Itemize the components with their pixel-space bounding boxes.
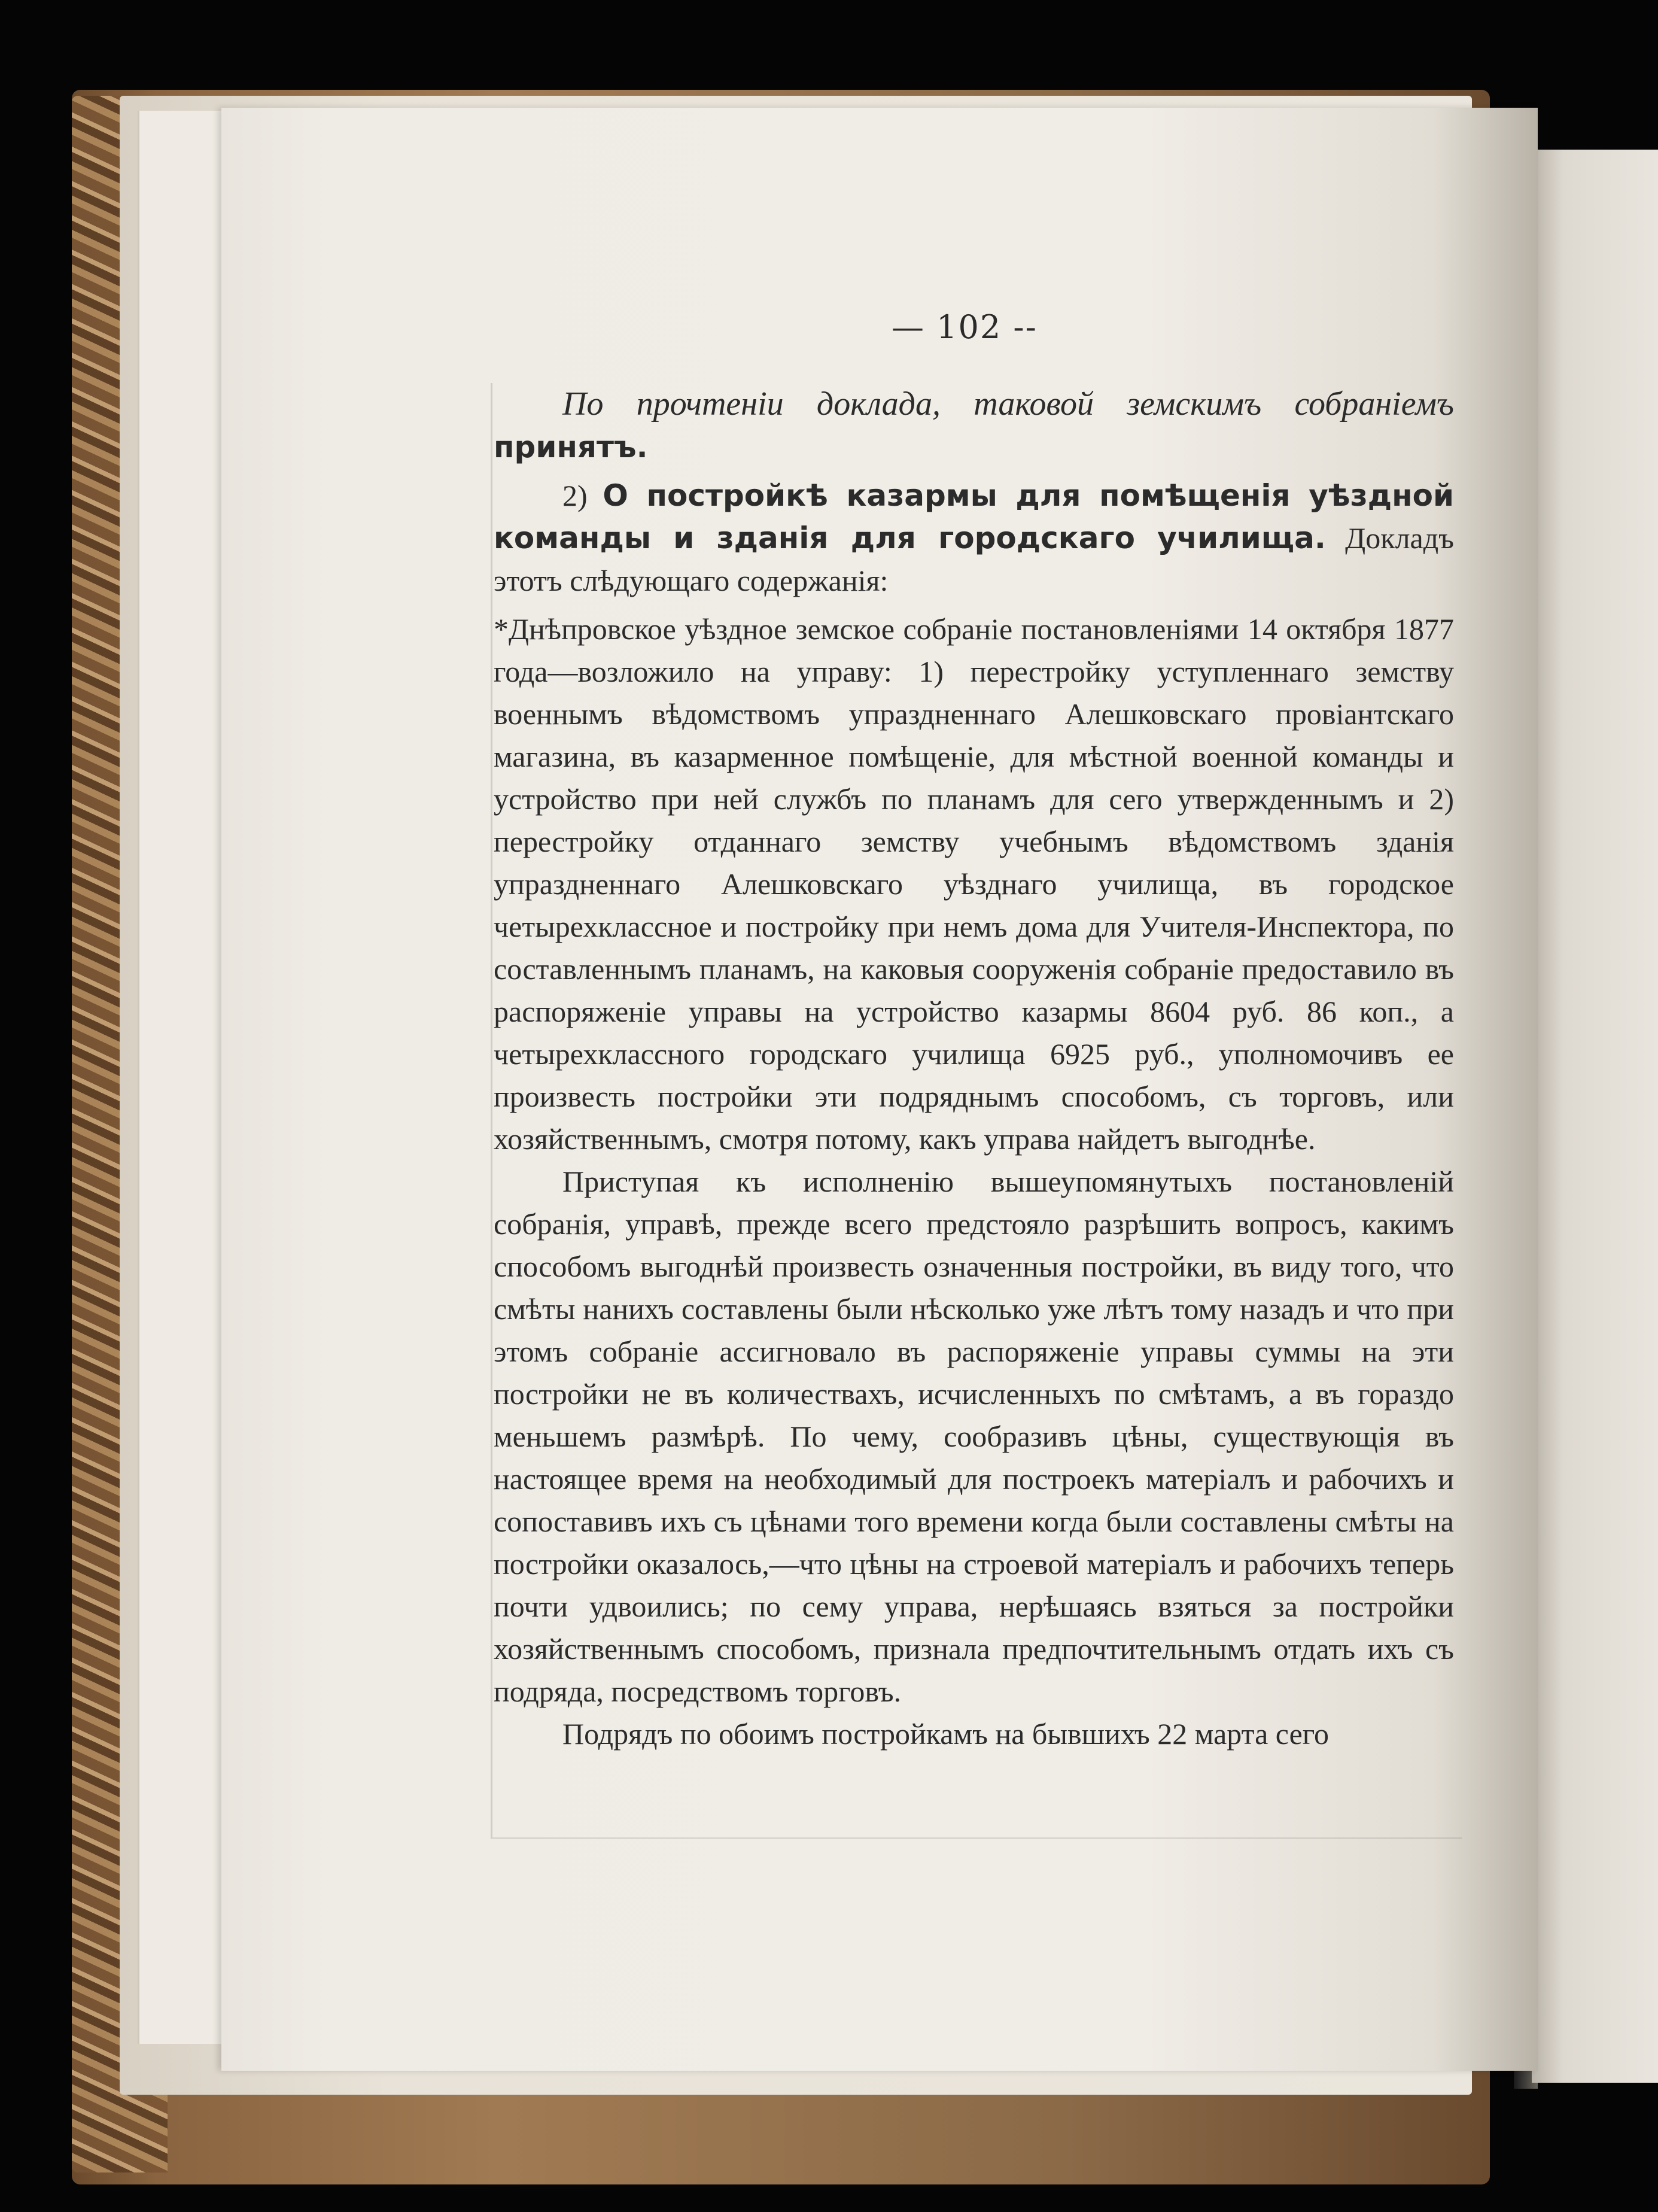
paragraph-2 xyxy=(494,475,1454,602)
facing-page xyxy=(1532,150,1658,2083)
paragraph-1-bold: принятъ. xyxy=(494,430,648,464)
paragraph-1-italic: По прочтеніи доклада, таковой земскимъ собраніемъ xyxy=(562,385,1454,423)
paragraph-2-number: 2) xyxy=(562,479,588,512)
paragraph-2-heading: О постройкѣ казармы для помѣщенія уѣздной команды и зданія для городскаго училища. xyxy=(494,478,1454,555)
paragraph-5: Подрядъ по обоимъ постройкамъ на бывшихъ 22 марта сего xyxy=(562,1717,1330,1751)
page-body xyxy=(494,383,1454,1755)
paragraph-3: *Днѣпровское уѣздное земское собраніе постановленіями 14 октября 1877 года—возложило на управу: 1) перестройку уступленнаго земству военнымъ вѣдомствомъ упраздненнаго Алешковскаго провіантскаго магазина, въ казарменное помѣщеніе, для мѣстной военной команды и устройство при ней службъ по планамъ для сего утвержденнымъ и 2) перестройку отданнаго земству учебнымъ вѣдомствомъ зданія упраздненнаго Алешковскаго уѣзднаго училища, въ городское четырехклассное и постройку при немъ дома для Учителя-Инспектора, по составленнымъ планамъ, на каковыя сооруженія собраніе предоставило въ распоряженіе управы на устройство казармы 8604 руб. 86 коп., а четырехклассного городскаго училища 6925 руб., уполномочивъ ее произвесть постройки эти подряднымъ способомъ, съ торговъ, или хозяйственнымъ, смотря потому, какъ управа найдетъ выгоднѣе. xyxy=(494,612,1454,1156)
paragraph-1 xyxy=(494,383,1454,469)
paragraph-4: Приступая къ исполненію вышеупомянутыхъ постановленій собранія, управѣ, прежде всего предстояло разрѣшить вопросъ, какимъ способомъ выгоднѣй произвесть означенныя постройки, въ виду того, что смѣты нанихъ составлены были нѣсколько уже лѣтъ тому назадъ и что при этомъ собраніе ассигновало въ распоряженіе управы суммы на эти постройки не въ количествахъ, исчисленныхъ по смѣтамъ, а въ гораздо меньшемъ размѣрѣ. По чему, сообразивъ цѣны, существующія въ настоящее время на необходимый для построекъ матеріалъ и рабочихъ и сопоставивъ ихъ съ цѣнами того времени когда были составлены смѣты на постройки оказалось,—что цѣны на строевой матеріалъ и рабочихъ теперь почти удвоились; по сему управа, нерѣшаясь взяться за постройки хозяйственнымъ способомъ, признала предпочтительнымъ отдать ихъ съ подряда, посредствомъ торговъ. xyxy=(494,1165,1454,1708)
paragraph-2-rest: Докладъ этотъ слѣдующаго содержанія: xyxy=(494,521,1455,597)
page-number: — 102 -- xyxy=(892,308,1038,346)
